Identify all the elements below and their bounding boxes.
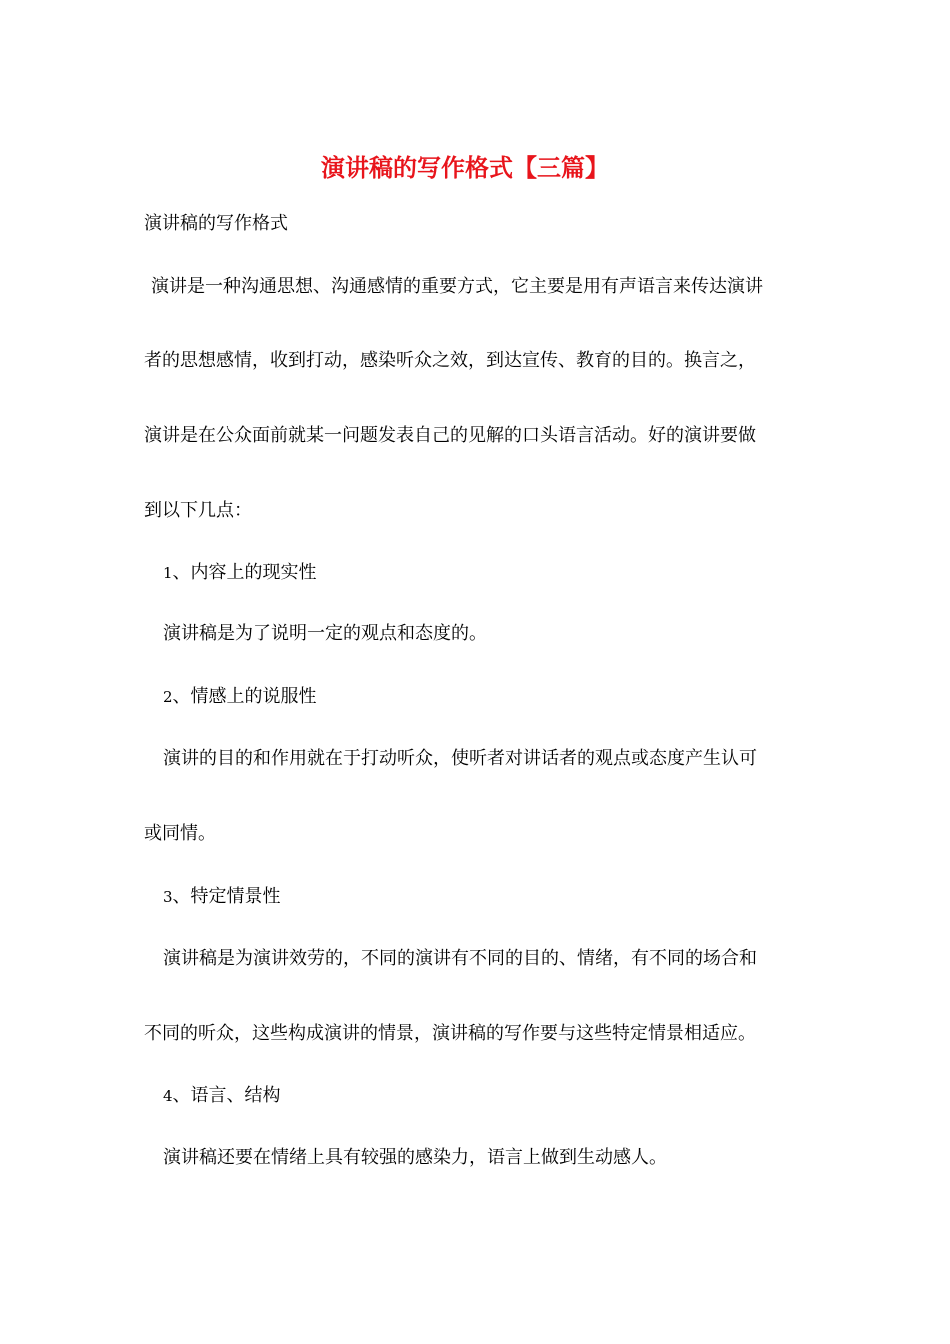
point-3-number: 3 bbox=[163, 888, 173, 906]
point-2-number: 2 bbox=[163, 688, 173, 706]
point-2-body-line-1: 演讲的目的和作用就在于打动听众，使听者对讲话者的观点或态度产生认可 bbox=[163, 748, 757, 769]
point-1-heading bbox=[163, 561, 317, 585]
point-3-heading bbox=[163, 885, 281, 909]
point-2-heading bbox=[163, 685, 317, 709]
intro-line-3: 演讲是在公众面前就某一问题发表自己的见解的口头语言活动。好的演讲要做 bbox=[144, 425, 756, 446]
point-3-heading-text: 、特定情景性 bbox=[172, 886, 281, 907]
point-3-body-line-2: 不同的听众，这些构成演讲的情景，演讲稿的写作要与这些特定情景相适应。 bbox=[144, 1023, 756, 1044]
point-1-number: 1 bbox=[163, 564, 173, 582]
point-1-body-line-1: 演讲稿是为了说明一定的观点和态度的。 bbox=[163, 623, 487, 644]
point-1-heading-text: 、内容上的现实性 bbox=[172, 562, 317, 583]
intro-line-2: 者的思想感情，收到打动，感染听众之效，到达宣传、教育的目的。换言之， bbox=[144, 350, 756, 371]
point-4-heading-text: 、语言、结构 bbox=[172, 1085, 281, 1106]
subheading: 演讲稿的写作格式 bbox=[144, 213, 288, 234]
document-title: 演讲稿的写作格式【三篇】 bbox=[321, 153, 609, 182]
point-4-heading bbox=[163, 1084, 281, 1108]
point-4-number: 4 bbox=[163, 1087, 173, 1105]
point-2-heading-text: 、情感上的说服性 bbox=[172, 686, 317, 707]
point-4-body-line-1: 演讲稿还要在情绪上具有较强的感染力，语言上做到生动感人。 bbox=[163, 1147, 667, 1168]
intro-line-4: 到以下几点： bbox=[144, 500, 252, 521]
point-3-body-line-1: 演讲稿是为演讲效劳的，不同的演讲有不同的目的、情绪，有不同的场合和 bbox=[163, 948, 757, 969]
point-2-body-line-2: 或同情。 bbox=[144, 823, 216, 844]
intro-line-1: 演讲是一种沟通思想、沟通感情的重要方式，它主要是用有声语言来传达演讲 bbox=[151, 276, 763, 297]
